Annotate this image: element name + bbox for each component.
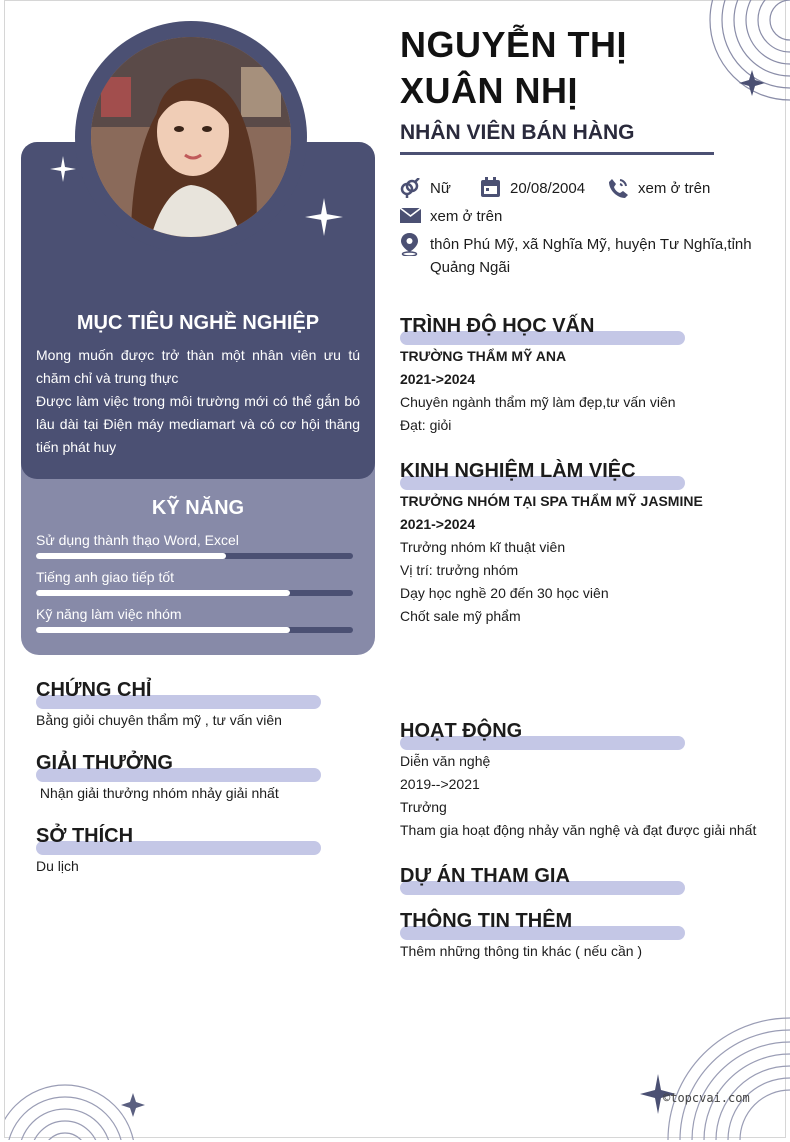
- activities-title: HOẠT ĐỘNG: [400, 720, 523, 742]
- skill-track: [36, 627, 353, 633]
- experience-position: TRƯỞNG NHÓM TẠI SPA THẨM MỸ JASMINE: [400, 493, 703, 509]
- email-icon: [400, 208, 421, 223]
- full-name: NGUYỄN THỊ XUÂN NHỊ: [400, 24, 628, 111]
- experience-title: KINH NGHIỆM LÀM VIỆC: [400, 460, 636, 482]
- portrait-photo: [91, 37, 291, 237]
- email-value: xem ở trên: [430, 208, 503, 225]
- experience-line: Chốt sale mỹ phẩm: [400, 608, 521, 624]
- awards-title: GIẢI THƯỞNG: [36, 752, 173, 774]
- more-info-title: THÔNG TIN THÊM: [400, 910, 573, 932]
- arc-decoration-bottom-right: [640, 990, 790, 1140]
- experience-line: Trưởng nhóm kĩ thuật viên: [400, 539, 566, 555]
- job-title: NHÂN VIÊN BÁN HÀNG: [400, 121, 635, 144]
- education-heading: [400, 315, 685, 345]
- projects-title: DỰ ÁN THAM GIA: [400, 865, 570, 887]
- hobbies-text: Du lịch: [36, 858, 79, 874]
- projects-heading: [400, 865, 685, 895]
- activities-body: [400, 750, 756, 842]
- certificates-title: CHỨNG CHỈ: [36, 679, 152, 701]
- experience-heading: [400, 460, 685, 490]
- watermark: ©topcvai.com: [663, 1091, 750, 1105]
- experience-body: [400, 490, 703, 628]
- skill-fill: [36, 627, 290, 633]
- school-name: TRƯỜNG THẨM MỸ ANA: [400, 348, 567, 364]
- title-divider: [400, 152, 714, 155]
- hobbies-title: SỞ THÍCH: [36, 825, 134, 847]
- certificates-text: Bằng giỏi chuyên thẩm mỹ , tư vấn viên: [36, 712, 282, 728]
- more-info-heading: [400, 910, 685, 940]
- experience-line: Dạy học nghề 20 đến 30 học viên: [400, 585, 609, 601]
- skill-item: [36, 569, 353, 596]
- sparkle-icon: [50, 156, 76, 182]
- phone-icon: [607, 177, 629, 199]
- education-body: [400, 345, 676, 437]
- skill-track: [36, 590, 353, 596]
- skill-fill: [36, 590, 290, 596]
- avatar: [91, 37, 291, 237]
- education-title: TRÌNH ĐỘ HỌC VẤN: [400, 315, 595, 337]
- activity-line: Trưởng: [400, 799, 447, 815]
- education-line: Chuyên ngành thẩm mỹ làm đẹp,tư vấn viên: [400, 394, 676, 410]
- objective-line: Mong muốn được trở thàn một nhân viên ưu tú chăm chỉ và trung thực: [36, 347, 360, 386]
- experience-line: Vị trí: trưởng nhóm: [400, 562, 519, 578]
- education-period: 2021->2024: [400, 371, 476, 387]
- more-info-text: Thêm những thông tin khác ( nếu cần ): [400, 943, 643, 959]
- sparkle-icon: [305, 198, 343, 236]
- arc-decoration-bottom-left: [5, 1060, 155, 1140]
- experience-period: 2021->2024: [400, 516, 476, 532]
- calendar-icon: [480, 177, 501, 198]
- skill-label: Kỹ năng làm việc nhóm: [36, 606, 182, 622]
- skills-title: KỸ NĂNG: [151, 497, 245, 519]
- skill-track: [36, 553, 353, 559]
- phone-value: xem ở trên: [638, 180, 711, 197]
- objective-title: MỤC TIÊU NGHỀ NGHIỆP: [76, 312, 320, 334]
- address-value: thôn Phú Mỹ, xã Nghĩa Mỹ, huyện Tư Nghĩa,tỉnh Quảng Ngãi: [430, 236, 752, 276]
- gender-value: Nữ: [430, 180, 451, 197]
- education-line: Đạt: giỏi: [400, 417, 452, 433]
- certificates-heading: [36, 679, 321, 709]
- skill-label: Sử dụng thành thạo Word, Excel: [36, 532, 239, 548]
- hobbies-heading: [36, 825, 321, 855]
- skill-label: Tiếng anh giao tiếp tốt: [36, 569, 175, 585]
- skill-item: [36, 606, 353, 633]
- skill-fill: [36, 553, 226, 559]
- activity-line: 2019-->2021: [400, 776, 480, 792]
- gender-icon: [400, 178, 420, 198]
- awards-heading: [36, 752, 321, 782]
- awards-text: Nhận giải thưởng nhóm nhảy giải nhất: [36, 785, 279, 801]
- location-icon: [400, 233, 419, 256]
- activities-heading: [400, 720, 685, 750]
- birthday-value: 20/08/2004: [510, 180, 586, 197]
- activity-line: Tham gia hoạt động nhảy văn nghệ và đạt được giải nhất: [400, 822, 757, 838]
- objective-text: [36, 344, 360, 459]
- activity-line: Diễn văn nghệ: [400, 753, 491, 769]
- skill-item: [36, 532, 353, 559]
- objective-line: Được làm việc trong môi trường mới có thể gắn bó lâu dài tại Điện máy mediamart và có cơ hội thăng tiến phát huy: [36, 393, 360, 455]
